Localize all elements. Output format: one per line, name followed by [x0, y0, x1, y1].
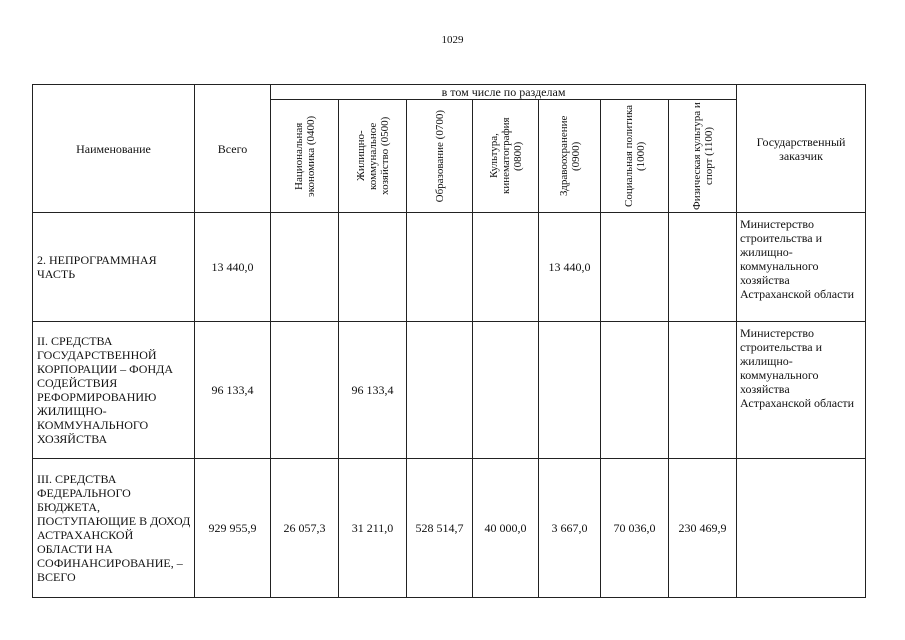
column-header-total: Всего	[195, 85, 271, 213]
row-value-0900: 3 667,0	[539, 459, 601, 598]
row-value-0900	[539, 322, 601, 459]
column-header-customer: Государственный заказчик	[737, 85, 866, 213]
column-header-section-1100	[669, 100, 737, 213]
row-value-0500: 96 133,4	[339, 322, 407, 459]
row-value-0700: 528 514,7	[407, 459, 473, 598]
row-value-0700	[407, 213, 473, 322]
row-total: 96 133,4	[195, 322, 271, 459]
row-value-0800	[473, 213, 539, 322]
table-header-row	[33, 85, 866, 100]
row-total: 13 440,0	[195, 213, 271, 322]
section-label: Культура, кинематография (0800)	[487, 117, 524, 195]
column-header-section-0900	[539, 100, 601, 213]
row-value-0800	[473, 322, 539, 459]
row-value-1000	[601, 213, 669, 322]
budget-table	[32, 84, 866, 598]
row-value-1100	[669, 213, 737, 322]
row-value-0400	[271, 322, 339, 459]
page-number: 1029	[441, 34, 464, 46]
row-value-0900: 13 440,0	[539, 213, 601, 322]
row-value-0400: 26 057,3	[271, 459, 339, 598]
row-value-0500: 31 211,0	[339, 459, 407, 598]
row-value-0500	[339, 213, 407, 322]
column-header-section-0800	[473, 100, 539, 213]
section-label: Социальная политика (1000)	[622, 104, 647, 208]
row-customer	[737, 459, 866, 598]
section-label: Физическая культура и спорт (1100)	[690, 102, 715, 210]
row-customer: Министерство строительства и жилищно-коммунального хозяйства Астраханской области	[737, 213, 866, 322]
row-customer: Министерство строительства и жилищно-коммунального хозяйства Астраханской области	[737, 322, 866, 459]
column-header-section-0700	[407, 100, 473, 213]
section-label: Образование (0700)	[433, 109, 446, 203]
row-name: III. СРЕДСТВА ФЕДЕРАЛЬНОГО БЮДЖЕТА, ПОСТУПАЮЩИЕ В ДОХОД АСТРАХАНСКОЙ ОБЛАСТИ НА СОФИНАНСИРОВАНИЕ, – ВСЕГО	[33, 459, 195, 598]
table-row	[33, 459, 866, 598]
column-header-section-0500	[339, 100, 407, 213]
row-value-1100: 230 469,9	[669, 459, 737, 598]
row-name: 2. НЕПРОГРАММНАЯ ЧАСТЬ	[33, 213, 195, 322]
row-value-0700	[407, 322, 473, 459]
row-value-1000	[601, 322, 669, 459]
section-label: Здравоохранение (0900)	[557, 115, 582, 197]
table-row	[33, 322, 866, 459]
row-value-1000: 70 036,0	[601, 459, 669, 598]
column-group-sections: в том числе по разделам	[271, 85, 737, 100]
section-label: Жилищно-коммунальное хозяйство (0500)	[354, 116, 391, 196]
row-value-1100	[669, 322, 737, 459]
row-value-0400	[271, 213, 339, 322]
table-row	[33, 213, 866, 322]
row-value-0800: 40 000,0	[473, 459, 539, 598]
column-header-section-1000	[601, 100, 669, 213]
row-total: 929 955,9	[195, 459, 271, 598]
row-name: II. СРЕДСТВА ГОСУДАРСТВЕННОЙ КОРПОРАЦИИ – ФОНДА СОДЕЙСТВИЯ РЕФОРМИРОВАНИЮ ЖИЛИЩНО-КОММУНАЛЬНОГО ХОЗЯЙСТВА	[33, 322, 195, 459]
column-header-section-0400	[271, 100, 339, 213]
section-label: Национальная экономика (0400)	[292, 115, 317, 197]
column-header-name: Наименование	[33, 85, 195, 213]
